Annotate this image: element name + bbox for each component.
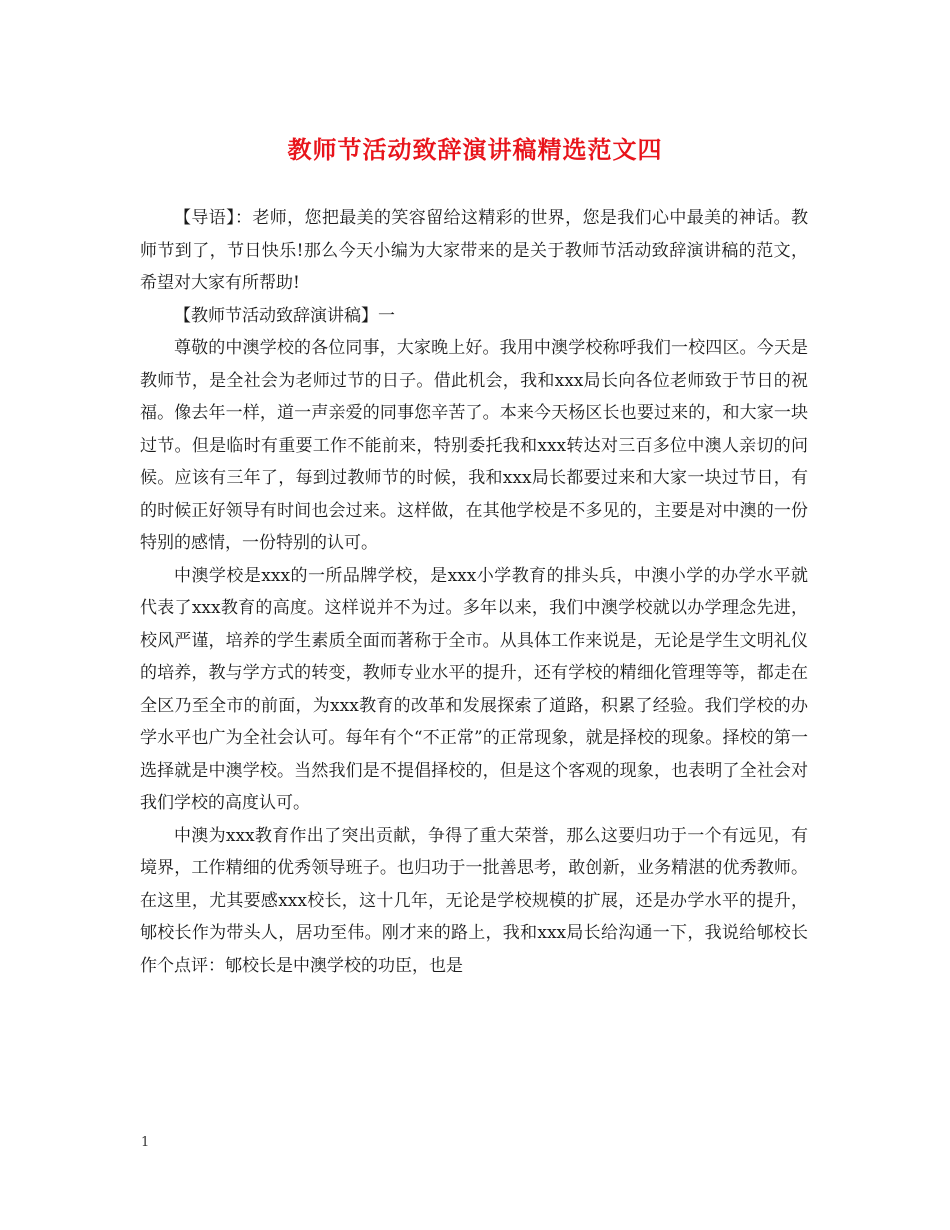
document-body <box>140 202 808 982</box>
paragraph-intro: 【导语】：老师，您把最美的笑容留给这精彩的世界，您是我们心中最美的神话。教师节到了，节日快乐!那么今天小编为大家带来的是关于教师节活动致辞演讲稿的范文，希望对大家有所帮助! <box>140 208 808 293</box>
paragraph-contribution: 中澳为xxx教育作出了突出贡献，争得了重大荣誉，那么这要归功于一个有远见，有境界，工作精细的优秀领导班子。也归功于一批善思考，敢创新，业务精湛的优秀教师。在这里，尤其要感xxx校长，这十几年，无论是学校规模的扩展，还是办学水平的提升，郇校长作为带头人，居功至伟。刚才来的路上，我和xxx局长给沟通一下，我说给郇校长作个点评：郇校长是中澳学校的功臣，也是 <box>140 825 808 976</box>
paragraph-school-praise: 中澳学校是xxx的一所品牌学校，是xxx小学教育的排头兵，中澳小学的办学水平就代表了xxx教育的高度。这样说并不为过。多年以来，我们中澳学校就以办学理念先进，校风严谨，培养的学生素质全面而著称于全市。从具体工作来说是，无论是学生文明礼仪的培养，教与学方式的转变，教师专业水平的提升，还有学校的精细化管理等等，都走在全区乃至全市的前面，为xxx教育的改革和发展探索了道路，积累了经验。我们学校的办学水平也广为全社会认可。每年有个“不正常”的正常现象，就是择校的现象。择校的第一选择就是中澳学校。当然我们是不提倡择校的，但是这个客观的现象，也表明了全社会对我们学校的高度认可。 <box>140 565 808 813</box>
document-title: 教师节活动致辞演讲稿精选范文四 <box>287 135 663 164</box>
paragraph-section-heading: 【教师节活动致辞演讲稿】一 <box>174 305 395 326</box>
paragraph-greeting: 尊敬的中澳学校的各位同事，大家晚上好。我用中澳学校称呼我们一校四区。今天是教师节，是全社会为老师过节的日子。借此机会，我和xxx局长向各位老师致于节日的祝福。像去年一样，道一声亲爱的同事您辛苦了。本来今天杨区长也要过来的，和大家一块过节。但是临时有重要工作不能前来，特别委托我和xxx转达对三百多位中澳人亲切的问候。应该有三年了，每到过教师节的时候，我和xxx局长都要过来和大家一块过节日，有的时候正好领导有时间也会过来。这样做，在其他学校是不多见的，主要是对中澳的一份特别的感情，一份特别的认可。 <box>140 338 808 553</box>
page-number: 1 <box>141 1135 150 1150</box>
